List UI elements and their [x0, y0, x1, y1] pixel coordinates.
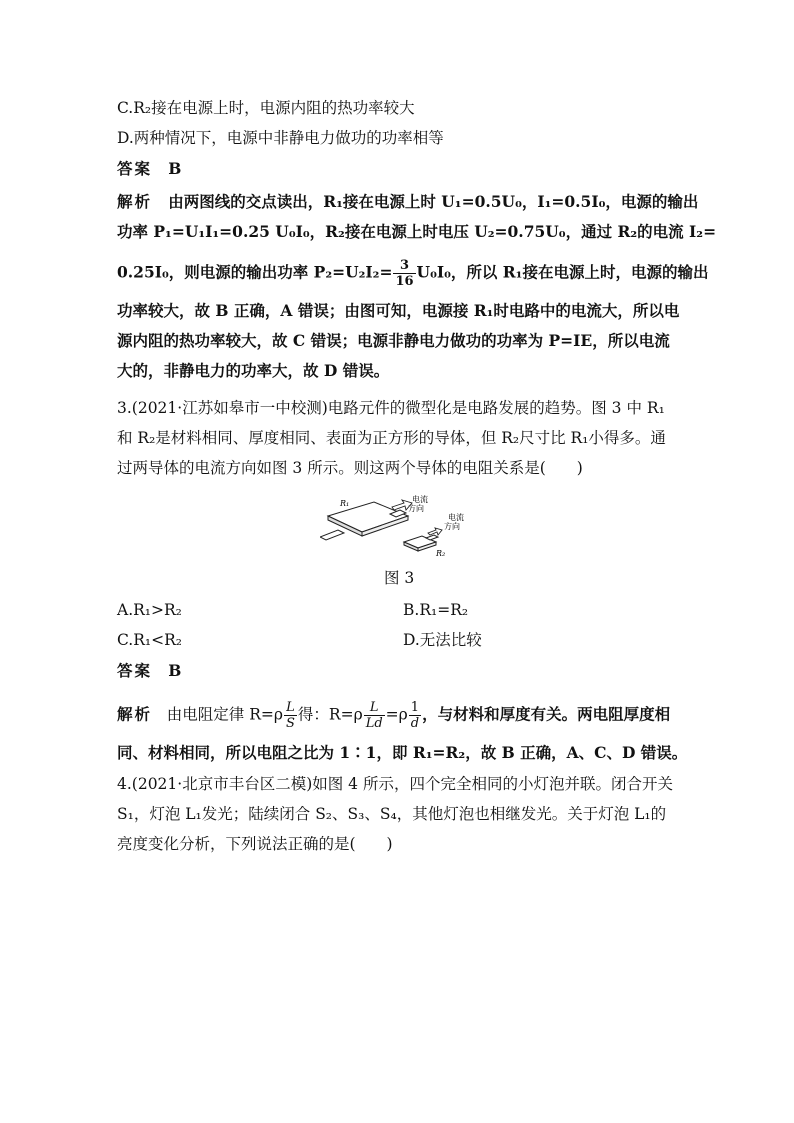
figure-caption: 图 3: [384, 569, 415, 587]
arrow-1-label: 电流: [412, 495, 428, 504]
analysis-line: 源内阻的热功率较大，故 C 错误；电源非静电力做功的功率为 P=IE，所以电流: [117, 331, 670, 350]
fraction-denominator: d: [410, 716, 420, 731]
analysis-text: ，与材料和厚度有关。两电阻厚度相: [422, 704, 671, 724]
answer-label: 答案: [117, 661, 153, 680]
analysis-line: [117, 700, 670, 731]
analysis-label: 解析: [117, 704, 153, 724]
analysis-text: 由电阻定律 R=ρ: [166, 705, 283, 724]
answer-label: 答案: [117, 159, 153, 178]
analysis-text: 由两图线的交点读出，R₁接在电源上时 U₁=0.5U₀，I₁=0.5I₀，电源的输出: [168, 192, 699, 211]
fraction: [284, 700, 297, 731]
answer-value: B: [168, 159, 182, 178]
analysis-line: 功率 P₁=U₁I₁=0.25 U₀I₀，R₂接在电源上时电压 U₂=0.75U₀，通过 R₂的电流 I₂=: [117, 222, 717, 241]
arrow-2-label: 电流: [448, 513, 464, 522]
figure-3-conductors: [320, 494, 480, 558]
analysis-line: [117, 192, 698, 212]
answer-value: B: [168, 661, 182, 680]
option-a: A.R₁>R₂: [117, 601, 182, 619]
analysis-line: 大的，非静电力的功率大，故 D 错误。: [117, 361, 390, 380]
r2-label: R₂: [436, 549, 446, 558]
fraction: [393, 258, 415, 289]
answer-row-q3: [117, 661, 181, 681]
option-c: C.R₁<R₂: [117, 631, 182, 649]
answer-row-q2: [117, 159, 181, 179]
r1-label: R₁: [340, 499, 350, 508]
arrow-2-label: 方向: [444, 522, 460, 531]
option-d: D.无法比较: [403, 631, 482, 649]
fraction: [409, 700, 421, 731]
r2-lead-right: [426, 535, 438, 540]
analysis-text: 得：R=ρ: [297, 705, 363, 724]
option-c-prev: C.R₂接在电源上时，电源内阻的热功率较大: [117, 99, 415, 117]
analysis-text: U₀I₀，所以 R₁接在电源上时，电源的输出: [416, 262, 709, 282]
r1-lead-left: [320, 530, 344, 540]
fraction-numerator: L: [284, 700, 297, 716]
fraction: [364, 700, 385, 731]
option-d-prev: D.两种情况下，电源中非静电力做功的功率相等: [117, 129, 444, 147]
fraction-denominator: 16: [395, 274, 414, 289]
question-stem-line: S₁，灯泡 L₁发光；陆续闭合 S₂、S₃、S₄，其他灯泡也相继发光。关于灯泡 L₁的: [117, 805, 667, 823]
fraction-numerator: L: [364, 700, 385, 716]
question-stem-line: 3.(2021·江苏如皋市一中校测)电路元件的微型化是电路发展的趋势。图 3 中 R₁: [117, 399, 665, 417]
analysis-text: =ρ: [385, 705, 408, 724]
arrow-1-label: 方向: [408, 504, 424, 513]
option-b: B.R₁=R₂: [403, 601, 469, 619]
question-stem-line: 和 R₂是材料相同、厚度相同、表面为正方形的导体，但 R₂尺寸比 R₁小得多。通: [117, 429, 666, 447]
analysis-line: 同、材料相同，所以电阻之比为 1∶1，即 R₁=R₂，故 B 正确，A、C、D 错误。: [117, 743, 688, 762]
analysis-line: [117, 258, 708, 289]
fraction-denominator: Ld: [365, 716, 383, 731]
question-stem-line: 亮度变化分析，下列说法正确的是( ): [117, 835, 393, 853]
current-arrow-2-icon: [428, 528, 442, 535]
fraction-numerator: 3: [393, 258, 415, 274]
analysis-text: 0.25I₀，则电源的输出功率 P₂=U₂I₂=: [117, 262, 393, 282]
fraction-denominator: S: [286, 716, 295, 731]
analysis-label: 解析: [117, 192, 153, 211]
question-stem-line: 4.(2021·北京市丰台区二模)如图 4 所示，四个完全相同的小灯泡并联。闭合开关: [117, 775, 673, 793]
analysis-line: 功率较大，故 B 正确，A 错误；由图可知，电源接 R₁时电路中的电流大，所以电: [117, 301, 680, 320]
question-stem-line: 过两导体的电流方向如图 3 所示。则这两个导体的电阻关系是( ): [117, 459, 583, 477]
fraction-numerator: 1: [409, 700, 421, 716]
